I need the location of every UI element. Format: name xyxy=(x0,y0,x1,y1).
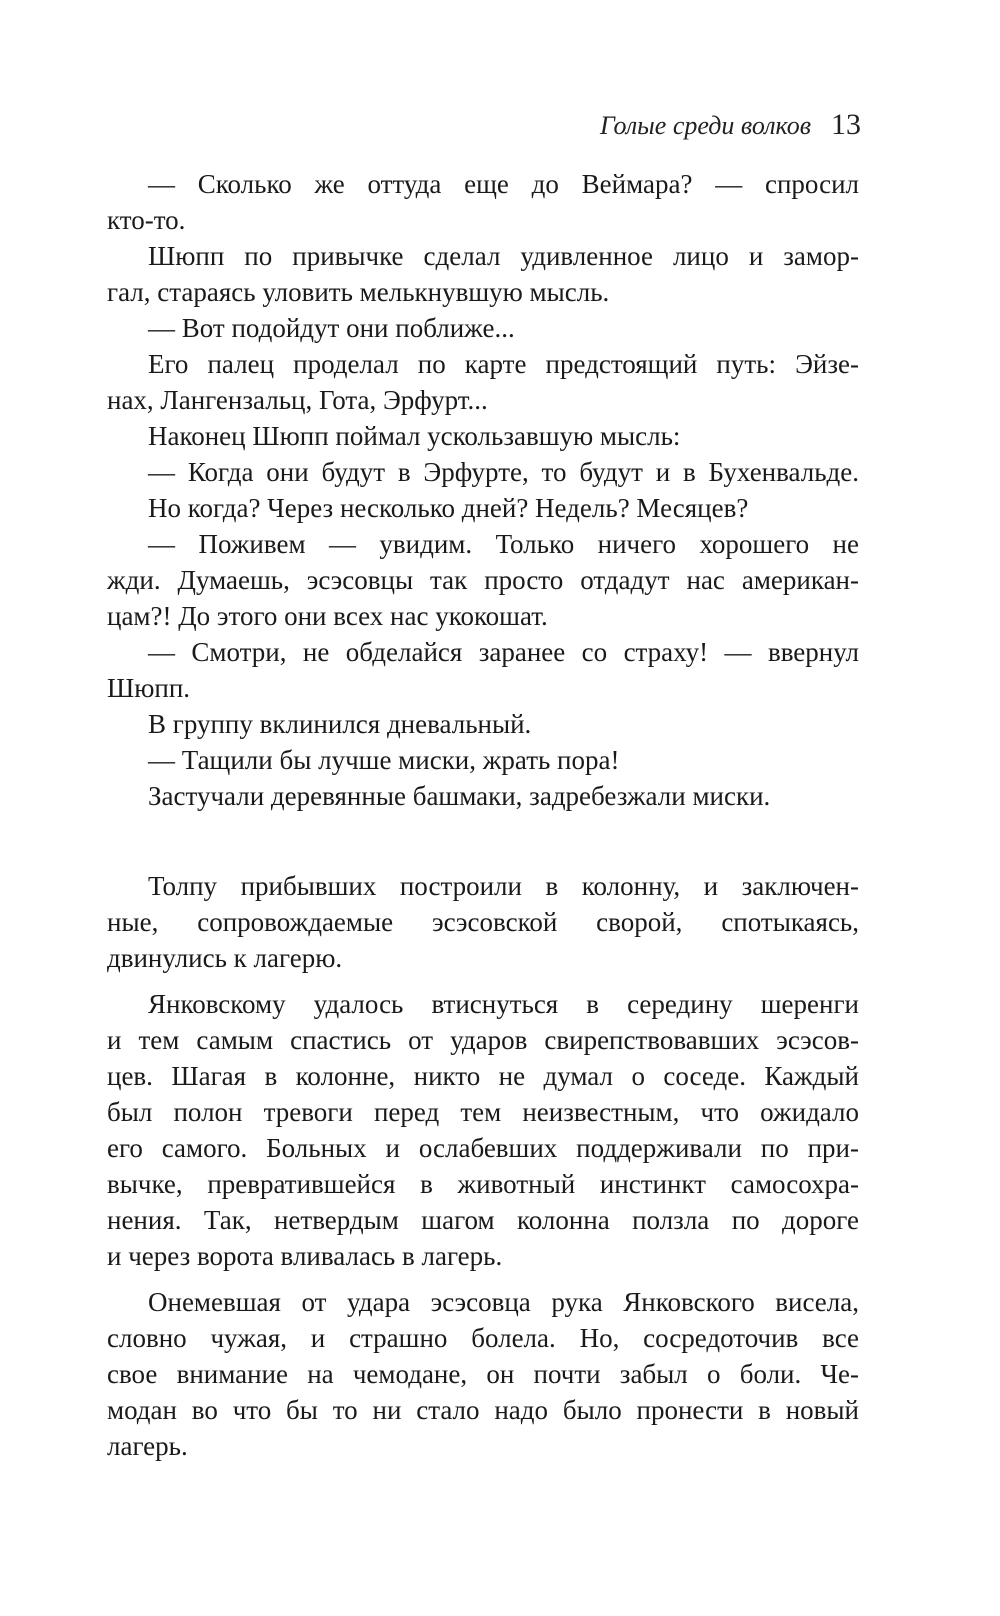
text-line: цам?! До этого они всех нас укокошат. xyxy=(107,601,548,631)
text-line: ные, сопровождаемые эсэсовской сворой, спотыкаясь, xyxy=(107,907,859,937)
body-text-dialogue xyxy=(107,166,859,814)
text-line: Толпу прибывших построили в колонну, и заключен- xyxy=(148,871,859,901)
paragraph-gap xyxy=(107,976,859,986)
text-line: его самого. Больных и ослабевших поддерживали по при- xyxy=(107,1133,859,1163)
text-line: лагерь. xyxy=(107,1431,188,1461)
body-text-narrative xyxy=(107,868,859,1464)
text-line: — Смотри, не обделайся заранее со страху! — ввернул xyxy=(148,637,859,667)
text-line: нах, Лангензальц, Гота, Эрфурт... xyxy=(107,385,488,415)
text-line: В группу вклинился дневальный. xyxy=(148,709,532,739)
text-line: — Сколько же оттуда еще до Веймара? — спросил xyxy=(148,169,859,199)
paragraph-gap xyxy=(107,1274,859,1284)
text-line: — Когда они будут в Эрфурте, то будут и в Бухенвальде. xyxy=(148,457,859,487)
text-line: — Вот подойдут они поближе... xyxy=(148,313,515,343)
text-line: вычке, превратившейся в животный инстинкт самосохра- xyxy=(107,1169,859,1199)
text-line: свое внимание на чемодане, он почти забыл о боли. Че- xyxy=(107,1359,859,1389)
text-line: Но когда? Через несколько дней? Недель? Месяцев? xyxy=(148,493,749,523)
text-line: — Тащили бы лучше миски, жрать пора! xyxy=(148,745,620,775)
text-line: кто-то. xyxy=(107,205,186,235)
text-line: Его палец проделал по карте предстоящий путь: Эйзе- xyxy=(148,349,859,379)
text-line: и тем самым спастись от ударов свирепствовавших эсэсов- xyxy=(107,1025,859,1055)
text-line: Наконец Шюпп поймал ускользавшую мысль: xyxy=(148,421,681,451)
text-line: гал, стараясь уловить мелькнувшую мысль. xyxy=(107,277,610,307)
text-line: цев. Шагая в колонне, никто не думал о соседе. Каждый xyxy=(107,1061,859,1091)
text-line: модан во что бы то ни стало надо было пронести в новый xyxy=(107,1395,859,1425)
text-line: Шюпп по привычке сделал удивленное лицо и замор- xyxy=(148,241,859,271)
text-line: двинулись к лагерю. xyxy=(107,943,343,973)
text-line: — Поживем — увидим. Только ничего хорошего не xyxy=(148,529,859,559)
text-line: жди. Думаешь, эсэсовцы так просто отдадут нас американ- xyxy=(107,565,859,595)
text-line: Шюпп. xyxy=(107,673,191,703)
text-line: словно чужая, и страшно болела. Но, сосредоточив все xyxy=(107,1323,859,1353)
text-line: Онемевшая от удара эсэсовца рука Янковского висела, xyxy=(148,1287,859,1317)
text-line: нения. Так, нетвердым шагом колонна ползла по дороге xyxy=(107,1205,859,1235)
text-line: был полон тревоги перед тем неизвестным, что ожидало xyxy=(107,1097,859,1127)
page-number: 13 xyxy=(831,108,861,141)
running-header-title: Голые среди волков xyxy=(600,111,811,140)
running-header xyxy=(600,108,861,142)
text-line: Янковскому удалось втиснуться в середину шеренги xyxy=(148,989,859,1019)
text-line: и через ворота вливалась в лагерь. xyxy=(107,1241,503,1271)
text-line: Застучали деревянные башмаки, задребезжали миски. xyxy=(148,781,771,811)
